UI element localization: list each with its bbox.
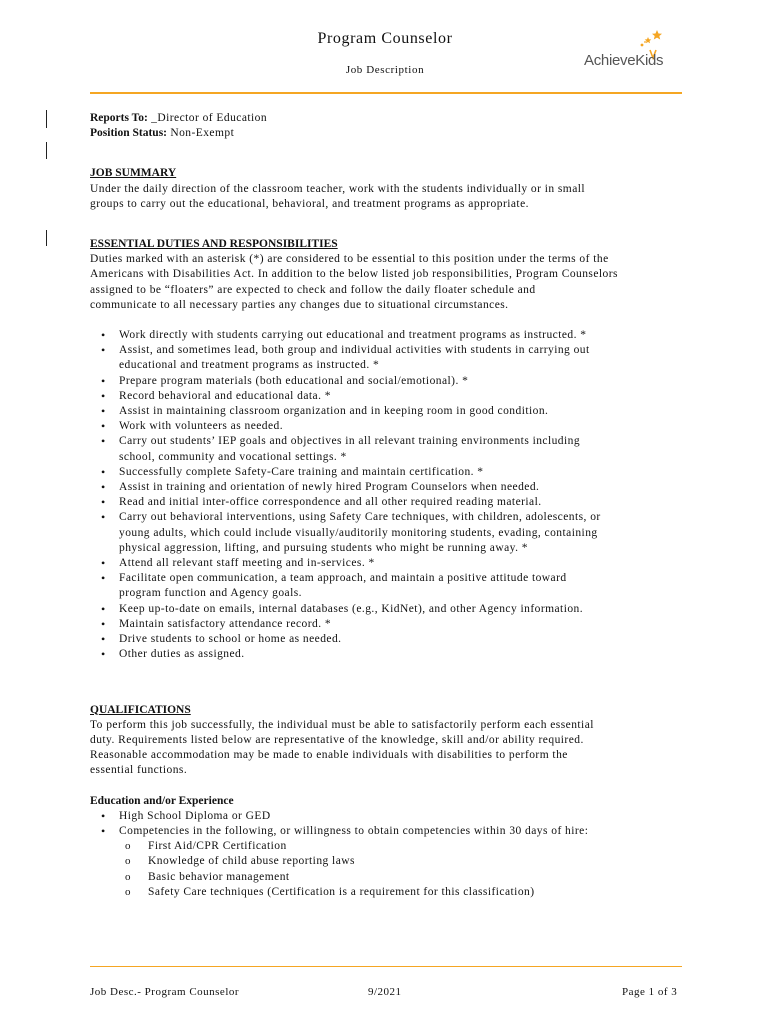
duty-item [90,647,680,662]
duty-text: • Other duties as assigned. [119,648,245,661]
reports-to-value: _Director of Education [147,112,268,124]
reports-to-label: Reports To: [90,112,148,124]
duty-item [90,465,680,480]
duties-intro-line: Duties marked with an asterisk (*) are considered to be essential to this position under the terms of the [90,253,609,266]
competencies-list [90,839,680,900]
duties-intro-line: assigned to be “floaters” are expected to check and follow the daily floater schedule and [90,283,536,296]
document-body [90,111,680,900]
duty-item [90,389,680,404]
competency-item [90,839,680,854]
duty-text: • Work with volunteers as needed. [119,420,284,433]
duty-text: • Record behavioral and educational data. * [119,389,331,402]
competency-text: o First Aid/CPR Certification [148,840,287,853]
duty-text: • Assist in maintaining classroom organization and in keeping room in good condition. [119,405,549,418]
duty-text: • Carry out students’ IEP goals and objectives in all relevant training environments including [119,435,581,448]
duties-list [90,328,680,662]
footer-divider [90,966,682,967]
section-heading-qualifications: QUALIFICATIONS [90,703,191,716]
duty-item [90,374,680,389]
qualifications-intro-line: essential functions. [90,764,188,777]
education-text: • High School Diploma or GED [119,809,271,822]
duty-item [90,404,680,419]
duty-item [90,419,680,434]
duty-text: • Read and initial inter-office correspondence and all other required reading material. [119,496,542,509]
duties-intro-line: Americans with Disabilities Act. In addition to the below listed job responsibilities, Program Counselors [90,268,618,281]
duty-text: • Prepare program materials (both educational and social/emotional). * [119,374,469,387]
footer-page-number: Page 1 of 3 [622,986,678,998]
duty-item [90,495,680,510]
duty-item [90,571,680,601]
education-item [90,824,680,839]
duties-intro-line: communicate to all necessary parties any changes due to situational circumstances. [90,298,509,311]
duty-text: young adults, which could include visually/auditorily monitoring students, evading, containing [119,526,598,539]
duty-text: • Successfully complete Safety-Care training and maintain certification. * [119,465,484,478]
section-heading-essential-duties: ESSENTIAL DUTIES AND RESPONSIBILITIES [90,238,338,251]
reports-to [90,111,680,126]
position-status-label: Position Status: [90,127,167,140]
duty-text: educational and treatment programs as instructed. * [119,359,380,372]
education-list [90,809,680,839]
qualifications-intro-line: Reasonable accommodation may be made to enable individuals with disabilities to perform the [90,749,568,762]
footer-date: 9/2021 [368,986,402,998]
revision-bar [46,230,47,246]
competency-text: o Safety Care techniques (Certification is a requirement for this classification) [148,885,535,898]
achievekids-logo [584,28,676,76]
duty-text: • Assist, and sometimes lead, both group and individual activities with students in carrying out [119,344,590,357]
competency-item [90,885,680,900]
duty-text: • Work directly with students carrying out educational and treatment programs as instructed. * [119,329,587,342]
duty-item [90,602,680,617]
header-divider [90,92,682,94]
summary-line: Under the daily direction of the classroom teacher, work with the students individually or in small [90,182,586,195]
duty-text: school, community and vocational settings. * [119,450,347,463]
duty-text: physical aggression, lifting, and pursuing students who might be running away. * [119,541,528,554]
duty-text: • Attend all relevant staff meeting and in-services. * [119,557,375,570]
duty-item [90,556,680,571]
duty-item [90,510,680,556]
duty-text: • Assist in training and orientation of newly hired Program Counselors when needed. [119,481,540,494]
logo-text: AchieveKids [584,52,664,69]
section-heading-job-summary: JOB SUMMARY [90,167,177,180]
competency-text: o Basic behavior management [148,870,290,883]
position-status [90,126,680,141]
duty-item [90,480,680,495]
footer-doc-name: Job Desc.- Program Counselor [90,986,240,998]
duty-item [90,632,680,647]
qualifications-intro-line: duty. Requirements listed below are representative of the knowledge, skill and/or ability required. [90,733,584,746]
duty-text: • Maintain satisfactory attendance record. * [119,617,332,630]
duty-text: • Keep up-to-date on emails, internal databases (e.g., KidNet), and other Agency information. [119,602,584,615]
duty-text: • Carry out behavioral interventions, using Safety Care techniques, with children, adolescents, or [119,511,601,524]
duty-item [90,617,680,632]
duty-text: • Drive students to school or home as needed. [119,633,342,646]
qualifications-intro-line: To perform this job successfully, the individual must be able to satisfactorily perform each essential [90,718,594,731]
duty-item [90,328,680,343]
education-item [90,809,680,824]
duty-item [90,343,680,373]
revision-bar [46,110,47,128]
duty-item [90,434,680,464]
duty-text: program function and Agency goals. [119,587,302,600]
competency-item [90,870,680,885]
education-heading: Education and/or Experience [90,794,234,807]
competency-item [90,854,680,869]
summary-line: groups to carry out the educational, behavioral, and treatment programs as appropriate. [90,197,529,210]
revision-bar [46,142,47,159]
document-subtitle: Job Description [345,64,425,76]
competency-text: o Knowledge of child abuse reporting laws [148,855,355,868]
education-text: • Competencies in the following, or willingness to obtain competencies within 30 days of hire: [119,824,589,837]
position-status-value: Non-Exempt [167,127,235,140]
document-title: Program Counselor [317,30,453,47]
duty-text: • Facilitate open communication, a team approach, and maintain a positive attitude toward [119,572,567,585]
